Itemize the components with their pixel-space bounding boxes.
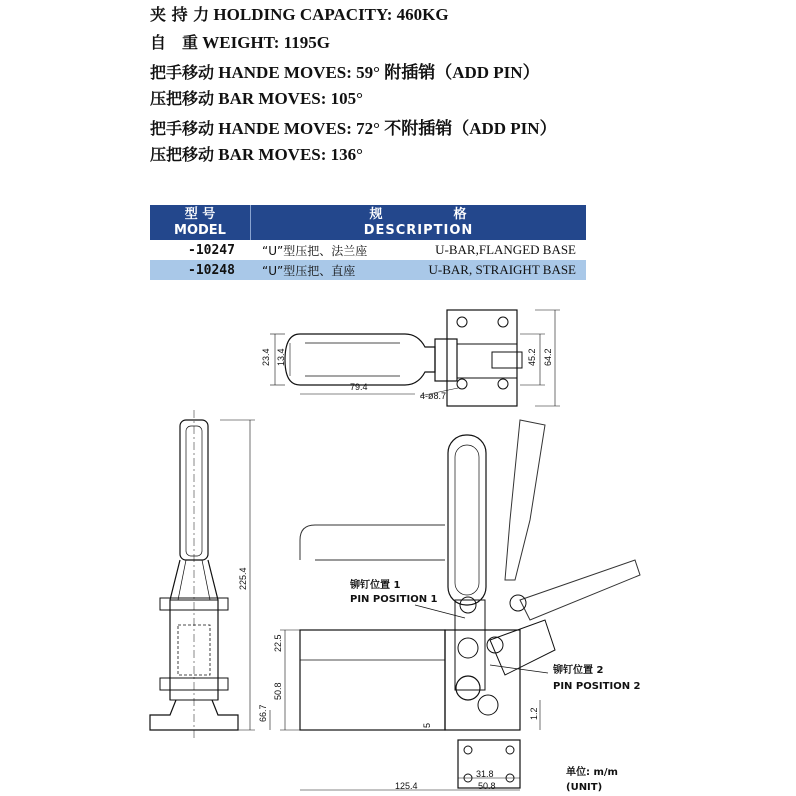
dim-125-4: 125.4 <box>395 781 418 791</box>
spec-weight: 自 重 WEIGHT: 1195G <box>150 33 330 52</box>
row-description: “U”型压把、法兰座 U-BAR,FLANGED BASE <box>262 241 576 258</box>
dim-225-4: 225.4 <box>238 567 248 590</box>
spec-bar-moves-nopin: 压把移动 BAR MOVES: 136° <box>150 145 363 164</box>
dim-31-8: 31.8 <box>476 769 494 779</box>
pin-position-2-cn: 铆钉位置 2 <box>553 665 604 676</box>
spec-handle-moves-pin: 把手移动 HANDE MOVES: 59° 附插销（ADD PIN） <box>150 63 540 82</box>
dim-64-2: 64.2 <box>543 348 553 366</box>
row-model: -10247 <box>188 242 235 258</box>
dim-1-2: 1.2 <box>529 707 539 720</box>
spec-handle-moves-nopin: 把手移动 HANDE MOVES: 72° 不附插销（ADD PIN） <box>150 119 557 138</box>
header-model: 型 号 MODEL <box>150 205 251 240</box>
header-description: 规 格 DESCRIPTION <box>363 207 474 238</box>
unit-en: (UNIT) <box>566 782 603 793</box>
pin-position-1-en: PIN POSITION 1 <box>350 594 438 605</box>
dim-23-4: 23.4 <box>261 348 271 366</box>
dim-50-8: 50.8 <box>273 682 283 700</box>
dim-66-7: 66.7 <box>258 704 268 722</box>
row-description: “U”型压把、直座 U-BAR, STRAIGHT BASE <box>262 261 576 278</box>
dim-79-4: 79.4 <box>350 382 368 392</box>
row-model: -10248 <box>188 262 235 278</box>
dim-holes: 4-ø8.7 <box>420 391 447 401</box>
unit-cn: 单位: m/m <box>566 767 618 778</box>
dim-13-4: 13.4 <box>276 348 286 366</box>
spec-holding-capacity: 夹 持 力 HOLDING CAPACITY: 460KG <box>150 5 449 24</box>
pin-position-2-en: PIN POSITION 2 <box>553 681 641 692</box>
dim-5: 5 <box>422 722 432 728</box>
dim-22-5: 22.5 <box>273 634 283 652</box>
pin-position-1-cn: 铆钉位置 1 <box>350 580 401 591</box>
dim-45-2: 45.2 <box>527 348 537 366</box>
dim-50-8-base: 50.8 <box>478 781 496 791</box>
side-view <box>270 420 640 790</box>
spec-bar-moves-pin: 压把移动 BAR MOVES: 105° <box>150 89 363 108</box>
top-view <box>270 310 560 406</box>
